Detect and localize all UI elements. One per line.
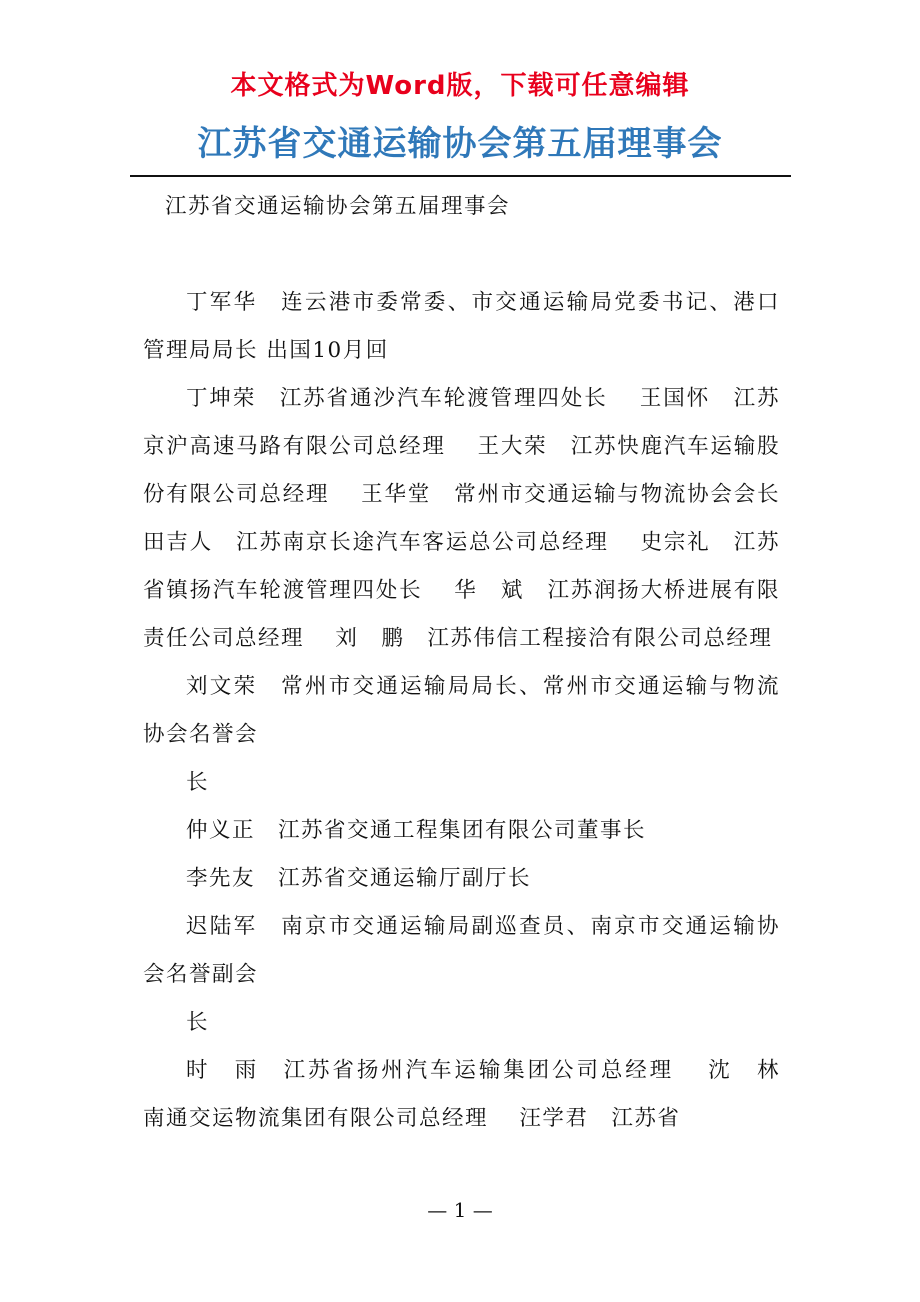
paragraph-4: 长 <box>186 770 210 795</box>
header-divider <box>130 175 791 177</box>
format-banner: 本文格式为Word版，下载可任意编辑 <box>230 71 690 101</box>
document-title: 江苏省交通运输协会第五届理事会 <box>197 124 723 164</box>
page-number: — 1 — <box>427 1198 493 1222</box>
paragraph-3: 刘文荣 常州市交通运输局局长、常州市交通运输与物流协会名誉会 <box>143 674 780 747</box>
paragraph-5: 仲义正 江苏省交通工程集团有限公司董事长 <box>186 818 647 843</box>
paragraph-6: 李先友 江苏省交通运输厅副厅长 <box>186 866 532 891</box>
body-subtitle: 江苏省交通运输协会第五届理事会 <box>165 194 511 219</box>
paragraph-2: 丁坤荣 江苏省通沙汽车轮渡管理四处长 王国怀 江苏京沪高速马路有限公司总经理 王大荣 江苏快鹿汽车运输股份有限公司总经理 王华堂 常州市交通运输与物流协会会长 田吉人 江苏南京长途汽车客运总公司总经理 史宗礼 江苏省镇扬汽车轮渡管理四处长 华 斌 江苏润扬大桥进展有限责任公司总经理 刘 鹏 江苏伟信工程接洽有限公司总经理 <box>143 386 812 651</box>
paragraph-8: 长 <box>186 1010 210 1035</box>
paragraph-1: 丁军华 连云港市委常委、市交通运输局党委书记、港口管理局局长 出国10月回 <box>143 290 780 363</box>
paragraph-7: 迟陆军 南京市交通运输局副巡查员、南京市交通运输协会名誉副会 <box>143 914 780 987</box>
paragraph-9: 时 雨 江苏省扬州汽车运输集团公司总经理 沈 林 南通交运物流集团有限公司总经理 汪学君 江苏省 <box>143 1058 804 1131</box>
document-body <box>143 183 812 1143</box>
